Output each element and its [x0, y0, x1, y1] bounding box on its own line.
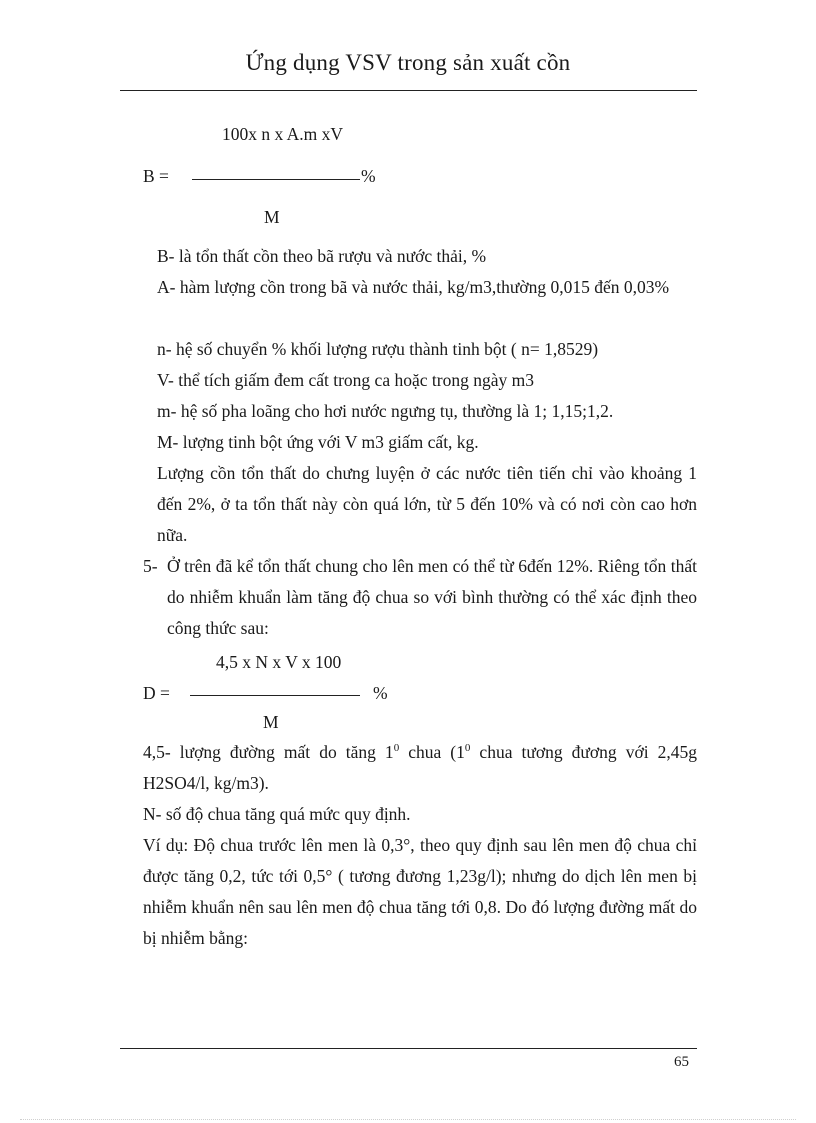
definition-4-5-part2: chua (1	[399, 742, 465, 762]
definition-a: A- hàm lượng cồn trong bã và nước thải, kg/m3,thường 0,015 đến 0,03%	[157, 277, 670, 297]
degree-superscript-2: 0	[464, 742, 471, 755]
header-rule	[120, 90, 697, 91]
definition-v: V- thể tích giấm đem cất trong ca hoặc trong ngày m3	[157, 370, 534, 390]
formula-d-fraction-line	[190, 695, 360, 696]
definition-4-5	[143, 737, 697, 799]
definition-4-5-part1: 4,5- lượng đường mất do tăng 1	[143, 742, 394, 762]
example-paragraph: Ví dụ: Độ chua trước lên men là 0,3°, theo quy định sau lên men độ chua chỉ được tăng 0,2, tức tới 0,5° ( tương đương 1,23g/l); nhưng do dịch lên men bị nhiễm khuẩn nên sau lên men độ chua tăng tới 0,8. Do đó lượng đường mất do bị nhiễm bằng:	[143, 835, 697, 948]
page-header-title: Ứng dụng VSV trong sản xuất cồn	[245, 50, 571, 75]
formula-d-unit: %	[373, 683, 388, 703]
item-5-number: 5-	[143, 556, 158, 576]
footer-rule	[120, 1048, 697, 1049]
formula-d-numerator: 4,5 x N x V x 100	[216, 652, 342, 672]
formula-b-lhs: B =	[143, 166, 169, 186]
definition-4-5-part3: chua tương đương với 2,45g H2SO4/l, kg/m3).	[143, 742, 697, 793]
page-bottom-border	[20, 1119, 796, 1120]
definition-n-acidity: N- số độ chua tăng quá mức quy định.	[143, 804, 411, 824]
formula-d-denominator: M	[263, 712, 279, 732]
formula-b-numerator: 100x n x A.m xV	[222, 124, 344, 144]
formula-b-fraction-line	[192, 179, 360, 180]
definition-m-big: M- lượng tinh bột ứng với V m3 giấm cất, kg.	[157, 432, 479, 452]
formula-d-lhs: D =	[143, 683, 170, 703]
paragraph-distillation-loss: Lượng cồn tổn thất do chưng luyện ở các nước tiên tiến chỉ vào khoảng 1 đến 2%, ở ta tổn thất này còn quá lớn, từ 5 đến 10% và có nơi còn cao hơn nữa.	[157, 463, 697, 545]
definition-n: n- hệ số chuyển % khối lượng rượu thành tinh bột ( n= 1,8529)	[157, 339, 599, 359]
definition-m-small: m- hệ số pha loãng cho hơi nước ngưng tụ, thường là 1; 1,15;1,2.	[157, 401, 614, 421]
degree-superscript-1: 0	[393, 742, 400, 755]
definition-b: B- là tổn thất cồn theo bã rượu và nước thải, %	[157, 246, 487, 266]
page-number: 65	[674, 1054, 689, 1070]
formula-b-denominator: M	[264, 207, 280, 227]
item-5-text: Ở trên đã kể tổn thất chung cho lên men có thể từ 6đến 12%. Riêng tổn thất do nhiễm khuẩn làm tăng độ chua so với bình thường có thể xác định theo công thức sau:	[167, 556, 697, 638]
formula-b-unit: %	[361, 166, 376, 186]
